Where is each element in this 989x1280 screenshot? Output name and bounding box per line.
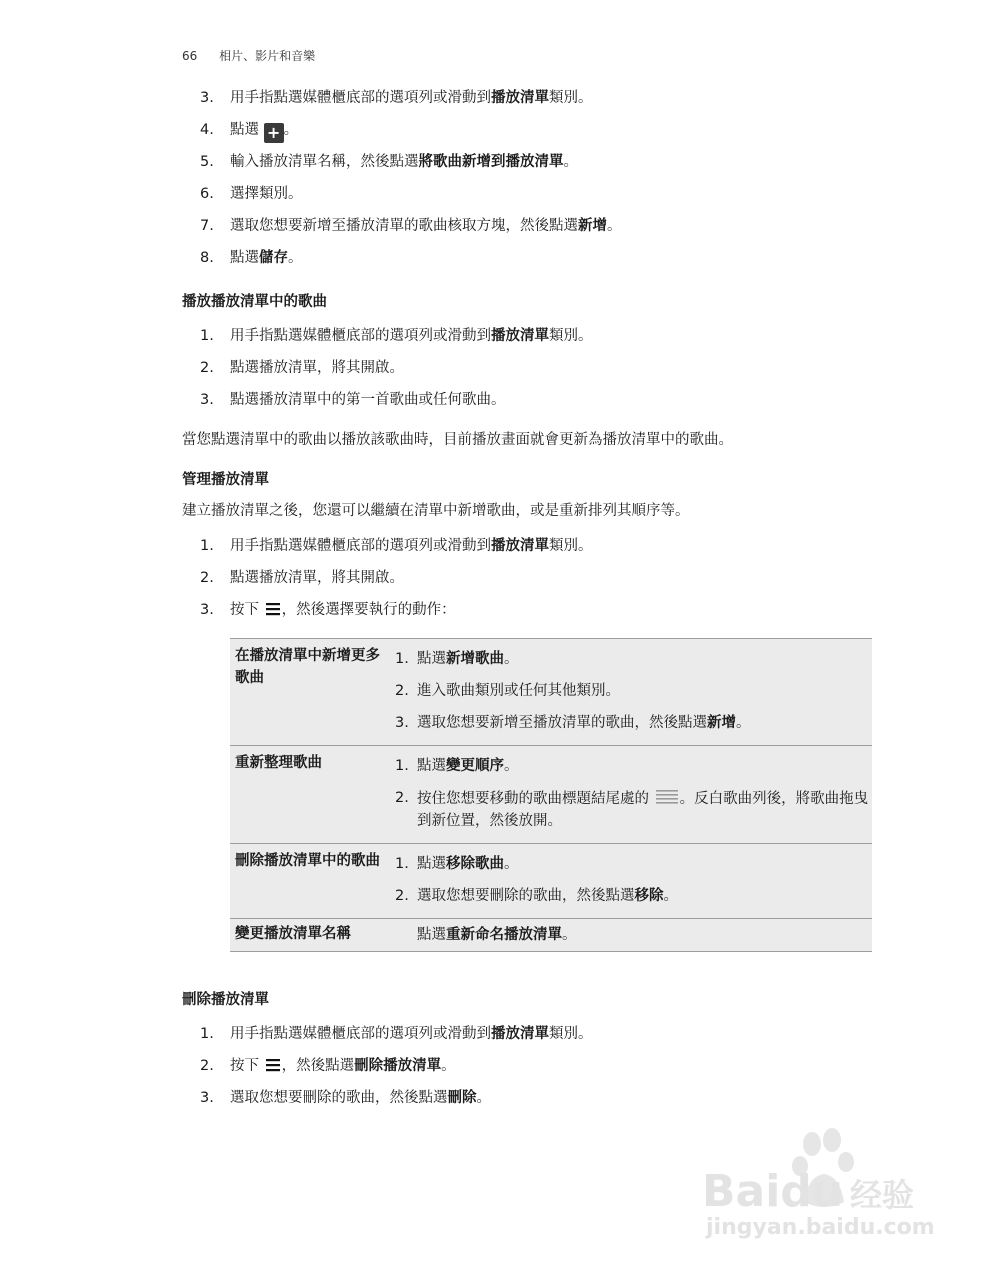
list-item: 5. 輸入播放清單名稱，然後點選將歌曲新增到播放清單。 <box>200 154 578 170</box>
watermark-url-text: jingyan.baidu.com <box>706 1215 935 1240</box>
list-item: 3. 按下 ，然後選擇要執行的動作： <box>200 602 456 618</box>
watermark-brand-text: Baidu <box>702 1166 844 1217</box>
table-row <box>230 746 872 844</box>
list-item: 2. 按下 ，然後點選刪除播放清單。 <box>200 1058 456 1074</box>
table-step: 2. 進入歌曲類別或任何其他類別。 <box>395 683 620 699</box>
list-item: 3. 選取您想要刪除的歌曲，然後點選刪除。 <box>200 1090 491 1106</box>
plus-icon: + <box>264 123 284 143</box>
table-step: 1. 點選新增歌曲。 <box>395 651 519 667</box>
table-row <box>230 844 872 919</box>
manage-playlist-steps <box>200 530 593 626</box>
list-item: 4. 點選 + 。 <box>200 122 299 142</box>
list-item: 3. 點選播放清單中的第一首歌曲或任何歌曲。 <box>200 392 506 408</box>
action-label: 重新整理歌曲 <box>230 746 389 844</box>
menu-icon <box>264 1057 282 1073</box>
section-heading-play: 播放播放清單中的歌曲 <box>182 294 327 310</box>
page-number: 66 <box>182 49 198 63</box>
list-item: 2. 點選播放清單，將其開啟。 <box>200 360 404 376</box>
watermark-suffix-text: 经验 <box>850 1176 915 1214</box>
action-label: 刪除播放清單中的歌曲 <box>230 844 389 919</box>
manage-intro: 建立播放清單之後，您還可以繼續在清單中新增歌曲，或是重新排列其順序等。 <box>182 503 690 519</box>
list-item: 1. 用手指點選媒體櫃底部的選項列或滑動到播放清單類別。 <box>200 538 593 554</box>
table-step: 點選重新命名播放清單。 <box>417 927 577 943</box>
table-row <box>230 639 872 746</box>
table-step: 1. 點選變更順序。 <box>395 758 519 774</box>
list-item: 8. 點選儲存。 <box>200 250 303 266</box>
chapter-title: 相片、影片和音樂 <box>219 49 316 63</box>
drag-handle-icon <box>654 787 680 807</box>
section-heading-manage: 管理播放清單 <box>182 472 269 488</box>
section-heading-delete: 刪除播放清單 <box>182 992 269 1008</box>
delete-playlist-steps <box>200 1018 593 1114</box>
table-row <box>230 919 872 952</box>
play-note: 當您點選清單中的歌曲以播放該歌曲時，目前播放畫面就會更新為播放清單中的歌曲。 <box>182 432 733 448</box>
table-step: 2. 按住您想要移動的歌曲標題結尾處的 。反白歌曲列後，將歌曲拖曳到新位置，然後放開。 <box>395 782 872 837</box>
actions-table <box>230 638 872 952</box>
table-step: 2. 選取您想要刪除的歌曲，然後點選移除。 <box>395 888 678 904</box>
action-label: 在播放清單中新增更多歌曲 <box>230 639 389 746</box>
page-header <box>182 47 315 64</box>
table-step: 3. 選取您想要新增至播放清單的歌曲，然後點選新增。 <box>395 715 751 731</box>
list-item: 3. 用手指點選媒體櫃底部的選項列或滑動到播放清單類別。 <box>200 90 593 106</box>
menu-icon <box>264 601 282 617</box>
list-item: 1. 用手指點選媒體櫃底部的選項列或滑動到播放清單類別。 <box>200 328 593 344</box>
list-item: 6. 選擇類別。 <box>200 186 303 202</box>
action-label: 變更播放清單名稱 <box>230 919 389 952</box>
list-item: 7. 選取您想要新增至播放清單的歌曲核取方塊，然後點選新增。 <box>200 218 622 234</box>
baidu-watermark-logo <box>700 1122 940 1242</box>
table-step: 1. 點選移除歌曲。 <box>395 856 519 872</box>
play-playlist-steps <box>200 320 593 416</box>
create-playlist-steps <box>200 82 622 274</box>
list-item: 1. 用手指點選媒體櫃底部的選項列或滑動到播放清單類別。 <box>200 1026 593 1042</box>
list-item: 2. 點選播放清單，將其開啟。 <box>200 570 404 586</box>
